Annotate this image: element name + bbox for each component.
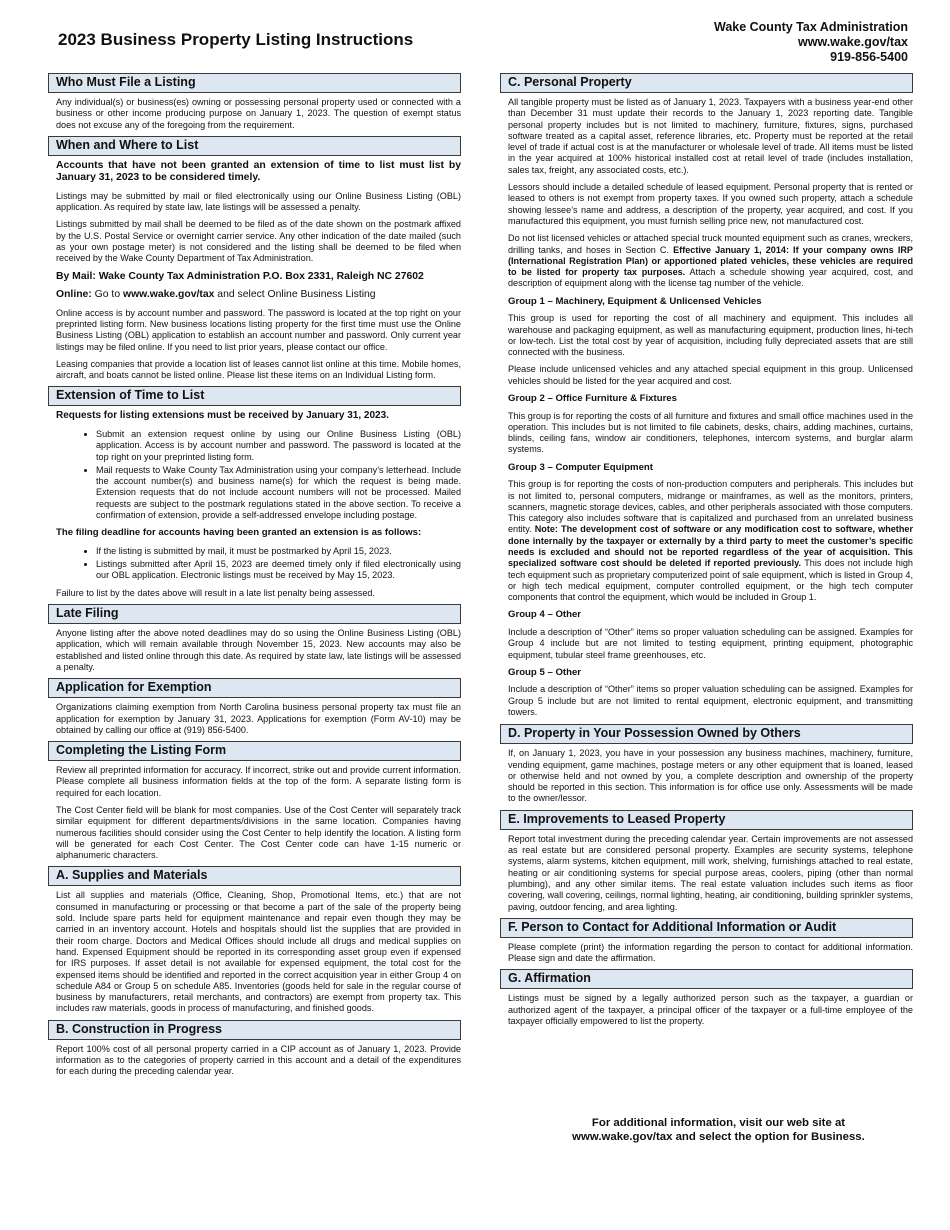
section-text: Any individual(s) or business(es) owning or possessing personal property used or connected with a business or other income producing purpose on January 1, 2023. The question of exempt status does not excuse any of the foregoing from the requirement. (56, 97, 461, 130)
section-text: List all supplies and materials (Office, Cleaning, Shop, Promotional Items, etc.) that are not consumed in manufacturing or processing or that become a part of the sale of the property being sold. Include spare parts held for equipment maintenance and repair even though they may be carried in an inventory account. Hotels and hospitals should list the supplies that are provided in their room charge. Doctors and Medical Offices should include all drugs and medical supplies on hand. Expensed Equipment should be reported in its corresponding asset group even if expensed for IRS purposes. If asset detail is not available for expensed equipment, the total cost for the expensed items should be identified and reported in the correct acquisition year in either Group 4 on schedule A84 or Group 5 on schedule A85. Inventories (goods held for sale in the regular course of business by manufacturers, retail merchants, and contractors) are exempt from property tax. This includes raw materials, goods in process of manufacturing, and finished goods. (56, 890, 461, 1014)
section-text: Report total investment during the preceding calendar year. Certain improvements are not assessed as real estate but are considered personal property. Examples are security systems, telephone systems, alarm systems, kitchen equipment, mill work, shelving, furnishings attached to real estate, heating or air conditioning systems for special purpose areas, coolers, piping (other than normal plumbing), and any other similar items. The real estate valuation includes such items as floor covering, wall covering, ceilings, normal lighting, heating, air conditioning, building sprinkler systems, paving, outdoor fencing, and area lighting. (508, 833, 913, 912)
paragraph: Leasing companies that provide a location list of leases cannot list online at this time. Mobile homes, aircraft, and boats cannot be listed online. Please list these items on an Individual Listing form. (56, 358, 461, 381)
mail-label: By Mail (56, 270, 93, 282)
section-extension (48, 386, 461, 599)
section-heading: A. Supplies and Materials (48, 866, 461, 886)
section-personal-property (500, 73, 913, 718)
deadline-lead: Accounts that have not been granted an extension of time to list must list by January 31, 2023 to be considered timely. (56, 159, 461, 184)
group-1 (508, 296, 913, 387)
section-heading: G. Affirmation (500, 969, 913, 989)
section-heading: Completing the Listing Form (48, 741, 461, 761)
section-who-must-file (48, 73, 461, 131)
paragraph: This group is for reporting the costs of all furniture and fixtures and small office machines used in the operation. This includes but is not limited to file cabinets, desks, chairs, adding machines, curtains, blinds, ceiling fans, window air conditioners, telephones, intercom systems, and burglar alarm systems. (508, 410, 913, 455)
section-text: Organizations claiming exemption from North Carolina business personal property tax must file an application for exemption by January 31, 2023. Applications for exemption (Form AV-10) may be obtained by calling our office at (919) 856-5400. (56, 702, 461, 735)
section-heading: C. Personal Property (500, 73, 913, 93)
text-run-bold: Effective January 1, 2014: If your company owns IRP (International Registration Plan) or apportioned plated vehicles, these vehicles are required to be listed for property tax purposes. (508, 244, 913, 278)
section-text: Please complete (print) the information regarding the person to contact for additional information. Please sign and date the affirmation. (508, 941, 913, 964)
section-heading: B. Construction in Progress (48, 1020, 461, 1040)
section-possession (500, 724, 913, 804)
section-late-filing (48, 604, 461, 673)
group-2 (508, 393, 913, 456)
section-heading: D. Property in Your Possession Owned by Others (500, 724, 913, 744)
section-supplies (48, 866, 461, 1014)
section-when-where (48, 136, 461, 382)
deadline-lead: The filing deadline for accounts having been granted an extension is as follows: (56, 527, 422, 539)
group-title: Group 1 – Machinery, Equipment & Unlicensed Vehicles (508, 295, 762, 307)
section-construction (48, 1020, 461, 1078)
paragraph: Lessors should include a detailed schedule of leased equipment. Personal property that is rented or leased to others is not exempt from property taxes. If you owned such property, attach a schedule showing lessee’s name and address, a description of the property, year acquired, and cost. If you manufactured this equipment, you must furnish selling price new, not manufactured cost. (508, 182, 913, 226)
section-heading: When and Where to List (48, 136, 461, 156)
paragraph (508, 233, 913, 289)
text-run: Attach a schedule showing year acquired, cost, and description of equipment along with the license tag number of the vehicle. (508, 267, 914, 289)
deadline-bullets (56, 546, 461, 582)
section-heading: F. Person to Contact for Additional Information or Audit (500, 918, 913, 938)
paragraph: All tangible property must be listed as of January 1, 2023. Taxpayers with a business year-end other than December 31 must update their records to the January 1, 2023 reporting date. Tangible personal property includes but is not limited to machinery, furniture, fixtures, signs, purchased software treated as a capital asset, reference libraries, etc. Property must be reported at the retail level of trade if actual cost is at the manufacturer or wholesale level of trade. All items must be listed in the year acquired at 100% historical installed cost at retail level of trade (includes installation, sales tax, freight, any associated costs, etc.). (508, 97, 913, 175)
online-instructions (56, 289, 461, 302)
paragraph: Online access is by account number and password. The password is located at the top right on your preprinted listing form. New business locations listing property for the first time must use the Online Business Listing (OBL) application to establish an account number and password. Only current year listings may be filed online. If you need to list prior years, please contact our office. (56, 307, 461, 352)
section-text: If, on January 1, 2023, you have in your possession any business machines, machinery, furniture, vending equipment, game machines, postage meters or any other equipment that is loaned, leased or otherwise held and not owned by you, a complete description and ownership of the property should be reported in this section. This information is for office use only. Assessments will be made to the owner/lessor. (508, 748, 913, 804)
section-affirmation (500, 969, 913, 1027)
section-improvements (500, 810, 913, 913)
text-run: This does not include high tech equipment such as proprietary computerized point of sale equipment, which is listed in Group 4, or high tech medical equipment, computer controlled equipment, or the high tech computer components that control the equipment, which would be included in Group 1. (508, 558, 913, 603)
section-text: Anyone listing after the above noted deadlines may do so using the Online Business Listing (OBL) application, which will remain available through November 15, 2023. New accounts may also be established and listed online through this date. As required by state law, late listings will be assessed a penalty. (56, 628, 461, 672)
group-5 (508, 667, 913, 718)
group-title: Group 3 – Computer Equipment (508, 461, 653, 473)
paragraph: Listings submitted by mail shall be deemed to be filed as of the date shown on the postmark affixed by the U.S. Postal Service or overnight carrier service. Any other indication of the date mailed (such as your own postage meter) is not considered and the listing shall be deemed to be filed when received by the Wake County Department of Tax Administration. (56, 219, 461, 264)
group-title: Group 5 – Other (508, 666, 582, 678)
footer-link-line[interactable]: www.wake.gov/tax and select the option for Business. (572, 1131, 865, 1143)
group-3 (508, 462, 913, 604)
section-text: Report 100% cost of all personal property carried in a CIP account as of January 1, 2023. Provide information as to the categories of property carried in this account and a detail of the expenditures for each during the preceding calendar year. (56, 1043, 461, 1077)
text-run: This group is for reporting the costs of non-production computers and peripherals. This includes but is not limited to, personal computers, midrange or mainframes, as well as the monitors, printers, scanners, magnetic storage devices, cables, and other peripherals associated with those computers. This category also includes software that is capitalized and purchased from an unrelated business entity. (508, 479, 913, 535)
mail-address (56, 271, 461, 284)
online-pre: Go to (91, 289, 123, 301)
section-exemption (48, 678, 461, 736)
group-title: Group 2 – Office Furniture & Fixtures (508, 393, 677, 405)
paragraph: Include a description of “Other” items so proper valuation scheduling can be assigned. Examples for Group 5 include but are not limited to rental equipment, electronic equipment, and transmitting towers. (508, 684, 913, 717)
agency-phone: 919-856-5400 (830, 50, 908, 64)
section-heading: Application for Exemption (48, 678, 461, 698)
footer-line: For additional information, visit our web site at (591, 1117, 846, 1129)
list-item: • If the listing is submitted by mail, it must be postmarked by April 15, 2023. (96, 546, 461, 557)
section-contact (500, 918, 913, 965)
extension-lead: Requests for listing extensions must be received by January 31, 2023. (56, 410, 389, 422)
paragraph: Listings may be submitted by mail or filed electronically using our Online Business Listing (OBL) application. As required by state law, late listings will be assessed a penalty. (56, 190, 461, 213)
footer-note (500, 1116, 937, 1144)
extension-bullets (56, 429, 461, 521)
page-title: 2023 Business Property Listing Instructions (58, 30, 414, 49)
agency-block (714, 20, 908, 65)
text-run: Do not list licensed vehicles or attached special truck mounted equipment such as cranes, wreckers, drilling tanks, and hoses in Section C. (508, 233, 913, 255)
paragraph (508, 479, 913, 603)
paragraph: This group is used for reporting the cost of all machinery and equipment. This includes all warehouse and packaging equipment, as well as manufacturing equipment, production lines, hi-tech or low-tech. List the total cost by year of acquisition, including fully depreciated assets that are still connected with the business. (508, 313, 913, 358)
list-item: • Listings submitted after April 15, 2023 are deemed timely only if filed electronically using our OBL application. Electronic listings must be received by May 15, 2023. (96, 559, 461, 582)
left-column (48, 73, 461, 1083)
online-post: and select Online Business Listing (214, 289, 376, 301)
section-completing (48, 741, 461, 861)
paragraph: The Cost Center field will be blank for most companies. Use of the Cost Center will separately track similar equipment for different departments/divisions in the same location. Companies having numerous facilities should consider using the Cost Center to help identify the location. A listing form will be generated for each Cost Center. The Cost Center code can have 1-15 numeric or alphanumeric characters. (56, 804, 461, 861)
section-heading: E. Improvements to Leased Property (500, 810, 913, 830)
agency-website[interactable]: www.wake.gov/tax (798, 35, 908, 49)
paragraph: Please include unlicensed vehicles and any attached special equipment in this group. Unlicensed vehicles should be listed for the year acquired and cost. (508, 364, 913, 386)
agency-name: Wake County Tax Administration (713, 20, 908, 34)
group-4 (508, 609, 913, 660)
paragraph: Include a description of “Other” items so proper valuation scheduling can be assigned. Examples for Group 4 include but are not limited to testing equipment, printing equipment, photographic equipment, tubular steel frame greenhouses, etc. (508, 626, 913, 660)
text-run-bold: Note: The development cost of software or any modification cost to software, whether done internally by the taxpayer or externally by a third party to meet the customer’s specific needs is excluded and should not be reported regardless of the year of acquisition. This specialized software cost should be deleted if reported previously. (508, 524, 913, 569)
paragraph: Review all preprinted information for accuracy. If incorrect, strike out and provide current information. Please complete all business information fields at the top of the form. A separate listing form is required for each location. (56, 765, 461, 798)
section-heading: Extension of Time to List (48, 386, 461, 406)
section-heading: Late Filing (48, 604, 461, 624)
section-text: Listings must be signed by a legally authorized person such as the taxpayer, a guardian or authorized agent of the taxpayer, a principal officer of the taxpayer or a full-time employee of the taxpayer officially empowered to list the property. (508, 993, 913, 1027)
group-title: Group 4 – Other (508, 609, 582, 621)
section-heading: Who Must File a Listing (48, 73, 461, 93)
list-item: • Submit an extension request online by using our Online Business Listing (OBL) application. Access is by account number and password. The password is located at the top right on your preprinted listing form. (96, 429, 461, 463)
mail-text: : Wake County Tax Administration P.O. Box 2331, Raleigh NC 27602 (92, 270, 424, 282)
paragraph: Failure to list by the dates above will result in a late list penalty being assessed. (56, 587, 375, 598)
online-link[interactable]: www.wake.gov/tax (122, 289, 215, 301)
list-item: • Mail requests to Wake County Tax Administration using your company’s letterhead. Include the account number(s) and business name(s) for which the request is being made. Extension requests that do not include account numbers will not be processed. Mailed requests are subject to the postmark regulations stated in the above section. To receive a confirmation of extension, provide a self-addressed envelope including postage. (96, 465, 461, 521)
right-column (500, 73, 913, 1032)
online-label: Online: (56, 289, 92, 301)
